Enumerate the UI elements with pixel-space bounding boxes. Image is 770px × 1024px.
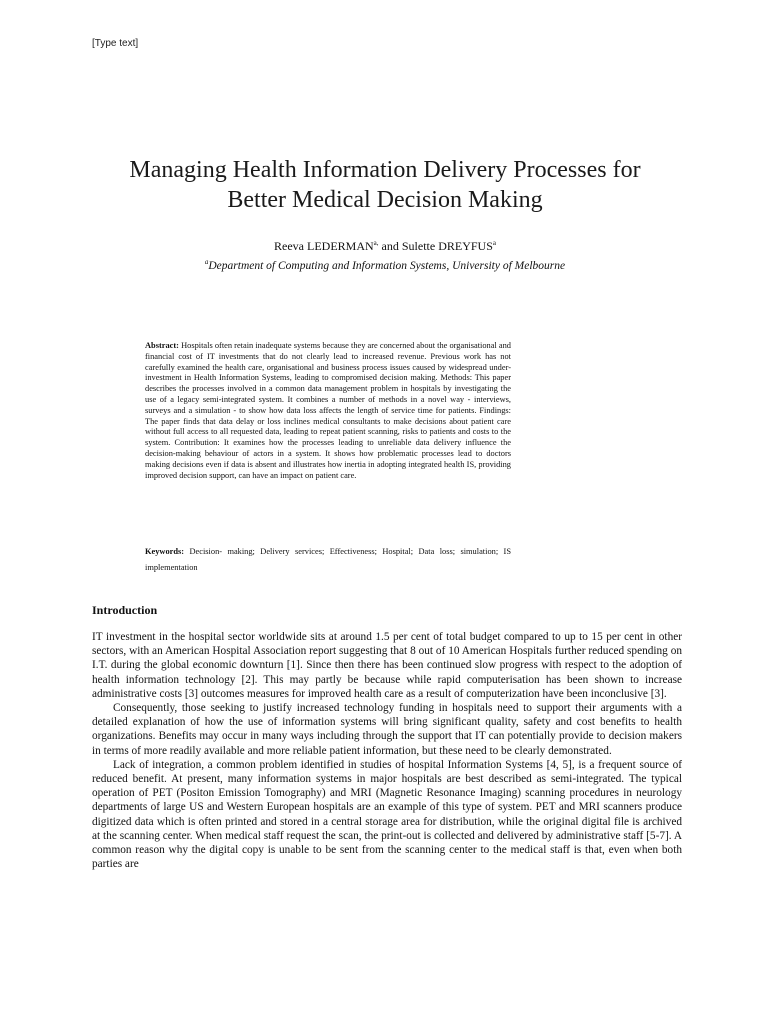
section-heading-introduction: Introduction [92,603,158,617]
affiliation [60,258,710,272]
author-line [60,239,710,254]
body-paragraph: IT investment in the hospital sector worldwide sits at around 1.5 per cent of total budget compared to up to 15 per cent in other sectors, with an American Hospital Association report suggesting that 8 out of 10 American Hospitals further reduced spending on I.T. during the global economic downturn [1]. Since then there has been continued slow progress with respect to the adoption of health information technology [2]. This may partly be because while rapid computerisation has been shown to increase administrative costs [3] outcomes measures for improved health care as a result of computerization have been inconclusive [3]. [92,631,682,700]
affiliation-marker: a [204,258,209,266]
affiliation-marker: a, [373,239,379,247]
affiliation-marker: a [492,239,496,247]
introduction-body [92,630,682,871]
body-paragraph: Consequently, those seeking to justify increased technology funding in hospitals need to support their arguments with a detailed explanation of how the use of information systems will bring significant quality, safety and cost benefits to health organizations. Benefits may occur in many ways including through the support that IT can potentially provide to decision makers in terms of more readily available and more reliable patient information, but these need to be clearly demonstrated. [92,702,682,757]
abstract-label: Abstract: [145,341,179,350]
title-line-1: Managing Health Information Delivery Processes for [129,157,641,183]
author-connector: and [378,239,402,253]
title-line-2: Better Medical Decision Making [227,187,543,213]
abstract [145,341,511,481]
keywords [145,544,511,576]
keywords-label: Keywords: [145,547,185,556]
body-paragraph: Lack of integration, a common problem identified in studies of hospital Information Systems [4, 5], is a frequent source of reduced benefit. At present, many information systems in major hospitals are best described as semi-integrated. The typical operation of PET (Positon Emission Tomography) and MRI (Magnetic Resonance Imaging) scanning procedures in neurology departments of large US and Western European hospitals are an example of this type of system. PET and MRI scanners produce digitized data which is often printed and stored in a central storage area for distribution, while the original digital file is archived at the scanning center. When medical staff request the scan, the print-out is collected and delivered by administrative staff [5-7]. A common reason why the digital copy is unable to be sent from the scanning center to the medical staff is that, even when both parties are [92,758,682,871]
abstract-text: Hospitals often retain inadequate systems because they are concerned about the organisational and financial cost of IT investments that do not clearly lead to increased revenue. Previous work has not carefully examined the health care, organisational and business process issues caused by widespread under-investment in Health Information Systems, leading to compromised decision making. Methods: This paper describes the processes involved in a common data management problem in hospitals by investigating the use of a legacy semi-integrated system. It combines a number of methods in a novel way - interviews, surveys and a simulation - to show how data loss affects the length of service time for patients. Findings: The paper finds that data delay or loss inclines medical consultants to make decisions about patient care without full access to all requested data, leading to repeat patient scanning, risks to patients and costs to the system. Contribution: It examines how the processes leading to unreliable data delivery influence the decision-making behaviour of actors in a system. It shows how problematic processes lead to doctors making decisions even if data is absent and illustrates how inertia in adopting integrated health IS, providing improved decision support, can have an impact on patient care. [145,341,511,480]
author-name: Reeva LEDERMAN [274,239,374,253]
page-header-placeholder: [Type text] [92,38,139,49]
affiliation-text: Department of Computing and Information Systems, University of Melbourne [208,259,566,272]
paper-title [60,155,710,215]
author-name: Sulette DREYFUS [401,239,493,253]
keywords-text: Decision- making; Delivery services; Effectiveness; Hospital; Data loss; simulation; IS implementation [145,547,511,572]
